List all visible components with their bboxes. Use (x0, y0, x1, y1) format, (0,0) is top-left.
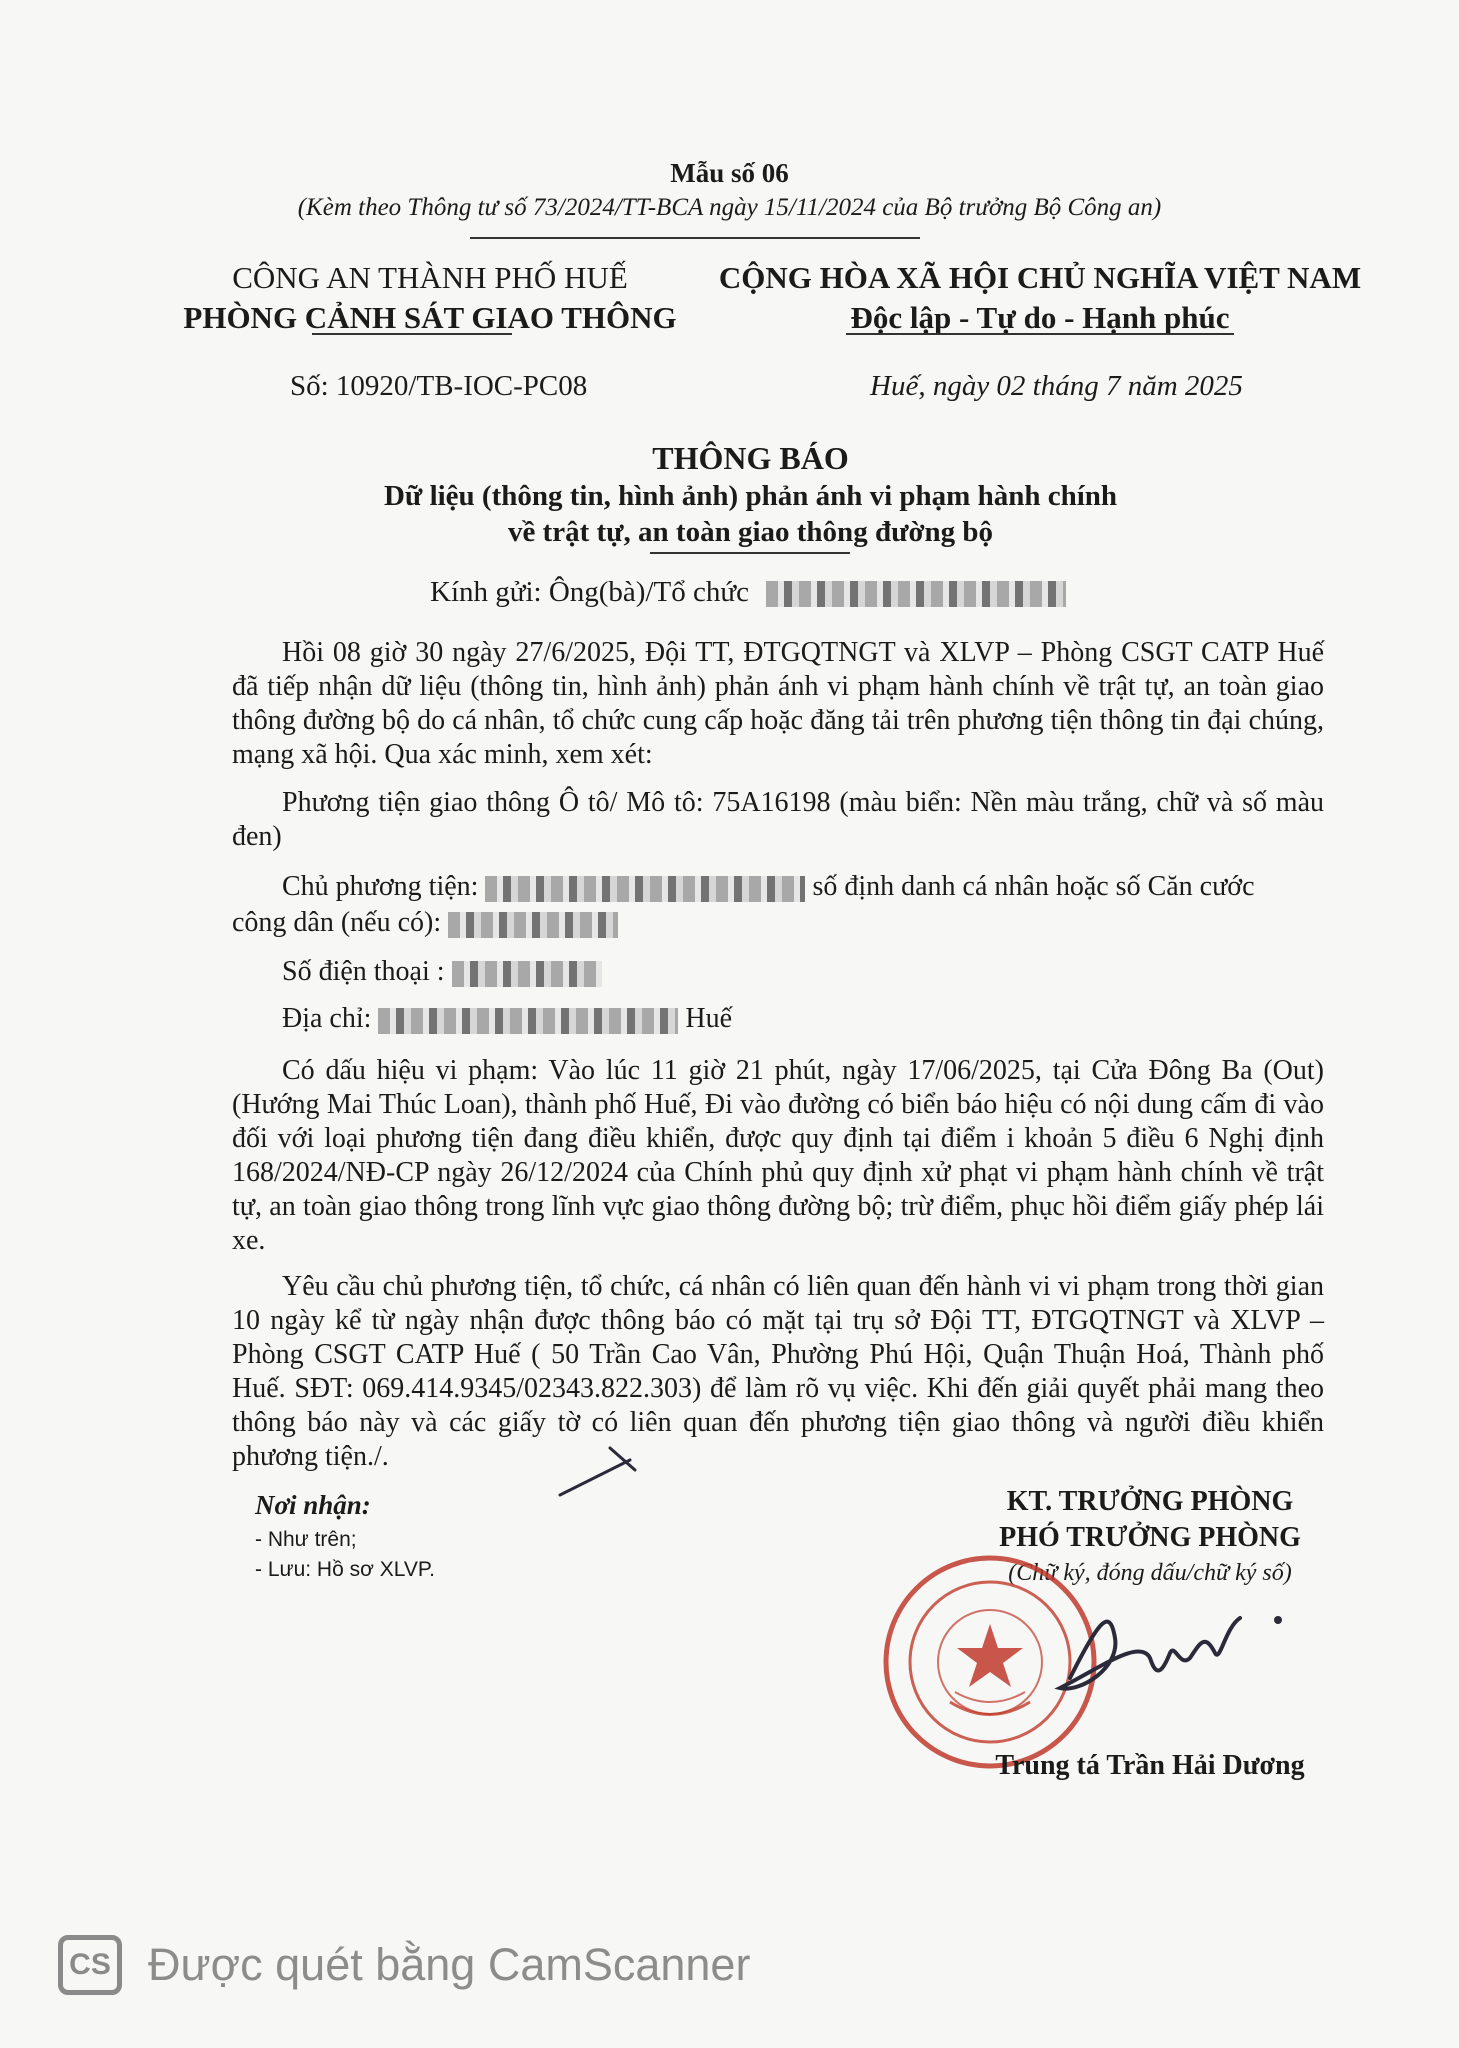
document-number: Số: 10920/TB-IOC-PC08 (290, 370, 588, 402)
request-paragraph: Yêu cầu chủ phương tiện, tổ chức, cá nhân có liên quan đến hành vi vi phạm trong thời gian 10 ngày kể từ ngày nhận được thông báo có mặt tại trụ sở Đội TT, ĐTGQTNGT và XLVP – Phòng CSGT CATP Huế ( 50 Trần Cao Vân, Phường Phú Hội, Quận Thuận Hoá, Thành phố Huế. SĐT: 069.414.9345/02343.822.303) để làm rõ vụ việc. Khi đến giải quyết phải mang theo thông báo này và các giấy tờ có liên quan đến phương tiện giao thông và người điều khiển phương tiện./. (232, 1271, 1324, 1472)
signature-title-1: KT. TRƯỞNG PHÒNG (1006, 1486, 1294, 1517)
subtitle-line-2: về trật tự, an toàn giao thông đường bộ (507, 516, 994, 548)
signer-name: Trung tá Trần Hải Dương (995, 1750, 1305, 1781)
camscanner-text: Được quét bằng CamScanner (148, 1939, 751, 1990)
title-underline (650, 552, 850, 554)
owner-label: Chủ phương tiện: (282, 871, 479, 902)
address-tail: Huế (685, 1003, 733, 1034)
violation-paragraph: Có dấu hiệu vi phạm: Vào lúc 11 giờ 21 phút, ngày 17/06/2025, tại Cửa Đông Ba (Out) (Hướng Mai Thúc Loan), thành phố Huế, Đi vào đường có biển báo hiệu có nội dung cấm đi vào đối với loại phương tiện đang điều khiển, được quy định tại điểm i khoản 5 điều 6 Nghị định 168/2024/NĐ-CP ngày 26/12/2024 của Chính phủ quy định xử phạt vi phạm hành chính về trật tự, an toàn giao thông trong lĩnh vực giao thông đường bộ; trừ điểm, phục hồi điểm giấy phép lái xe. (232, 1055, 1324, 1256)
owner-id-label-2: công dân (nếu có): (232, 907, 442, 938)
header-divider (470, 237, 920, 239)
nation-motto: Độc lập - Tự do - Hạnh phúc (850, 300, 1230, 335)
signature-note: (Chữ ký, đóng dấu/chữ ký số) (1008, 1560, 1292, 1586)
agency-underline (312, 333, 512, 335)
address-line (232, 1002, 1324, 1036)
address-label: Địa chỉ: (282, 1003, 372, 1034)
redacted-address (378, 1008, 678, 1034)
handwritten-signature (1040, 1598, 1300, 1708)
owner-line (232, 870, 1324, 904)
document-title: THÔNG BÁO (652, 440, 849, 476)
vehicle-info: Phương tiện giao thông Ô tô/ Mô tô: 75A16198 (màu biển: Nền màu trắng, chữ và số màu đen) (232, 787, 1324, 852)
agency-department: PHÒNG CẢNH SÁT GIAO THÔNG (183, 300, 677, 335)
redacted-owner-id (448, 912, 618, 938)
redacted-phone (452, 961, 602, 987)
intro-paragraph: Hồi 08 giờ 30 ngày 27/6/2025, Đội TT, ĐTGQTNGT và XLVP – Phòng CSGT CATP Huế đã tiếp nhận dữ liệu (thông tin, hình ảnh) phản ánh vi phạm hành chính về trật tự, an toàn giao thông đường bộ do cá nhân, tổ chức cung cấp hoặc đăng tải trên phương tiện thông tin đại chúng, mạng xã hội. Qua xác minh, xem xét: (232, 637, 1324, 770)
agency-name: CÔNG AN THÀNH PHỐ HUẾ (232, 260, 628, 295)
greeting (430, 576, 1066, 609)
nation-name: CỘNG HÒA XÃ HỘI CHỦ NGHĨA VIỆT NAM (718, 260, 1362, 295)
handwritten-mark (550, 1440, 650, 1500)
phone-line (232, 955, 1324, 989)
motto-underline (846, 333, 1234, 335)
greeting-label: Kính gửi: Ông(bà)/Tổ chức (430, 576, 749, 608)
document-date: Huế, ngày 02 tháng 7 năm 2025 (870, 370, 1243, 402)
form-reference: (Kèm theo Thông tư số 73/2024/TT-BCA ngày 15/11/2024 của Bộ trưởng Bộ Công an) (297, 194, 1162, 221)
document-subtitle (0, 478, 1459, 550)
redacted-recipient (766, 581, 1066, 607)
owner-id-label: số định danh cá nhân hoặc số Căn cước (812, 871, 1255, 902)
camscanner-logo-icon: CS (58, 1935, 122, 1995)
recipient-item: - Như trên; (255, 1528, 357, 1551)
redacted-owner-name (485, 876, 805, 902)
subtitle-line-1: Dữ liệu (thông tin, hình ảnh) phản ánh vi phạm hành chính (383, 480, 1118, 512)
issuing-agency (170, 258, 690, 338)
phone-label: Số điện thoại : (282, 956, 445, 987)
camscanner-watermark (58, 1935, 750, 1995)
recipient-item: - Lưu: Hồ sơ XLVP. (255, 1558, 435, 1581)
recipients-title: Nơi nhận: (255, 1490, 371, 1520)
signature-title-2: PHÓ TRƯỞNG PHÒNG (999, 1522, 1301, 1553)
form-number: Mẫu số 06 (670, 158, 789, 188)
national-motto (700, 258, 1380, 338)
owner-id-line (232, 906, 1324, 940)
